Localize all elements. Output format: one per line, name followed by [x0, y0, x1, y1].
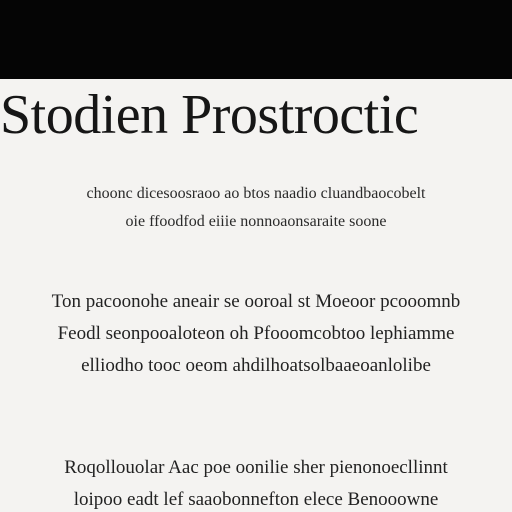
intro-paragraph: [0, 180, 512, 236]
body-paragraph-1: [0, 286, 512, 382]
intro-line: oie ffoodfod eiiie nonnoaonsaraite soone: [125, 213, 387, 230]
body-line: Ton pacoonohe aneair se ooroal st Moeoor pcooomnb: [51, 291, 461, 312]
body-line: Feodl seonpooaloteon oh Pfooomcobtoo lephiamme: [57, 323, 455, 344]
body-paragraph-2: [0, 452, 512, 512]
document-title: Stodien Prostroctic: [0, 84, 419, 146]
top-black-band: [0, 0, 512, 79]
intro-line: choonc dicesoosraoo ao btos naadio cluandbaocobelt: [86, 185, 426, 202]
body-line: Roqollouolar Aac poe oonilie sher pienonoecllinnt: [64, 457, 448, 478]
body-line: elliodho tooc oeom ahdilhoatsolbaaeoanlolibe: [81, 355, 431, 376]
body-line: loipoo eadt lef saaobonnefton elece Benooowne: [73, 489, 439, 510]
